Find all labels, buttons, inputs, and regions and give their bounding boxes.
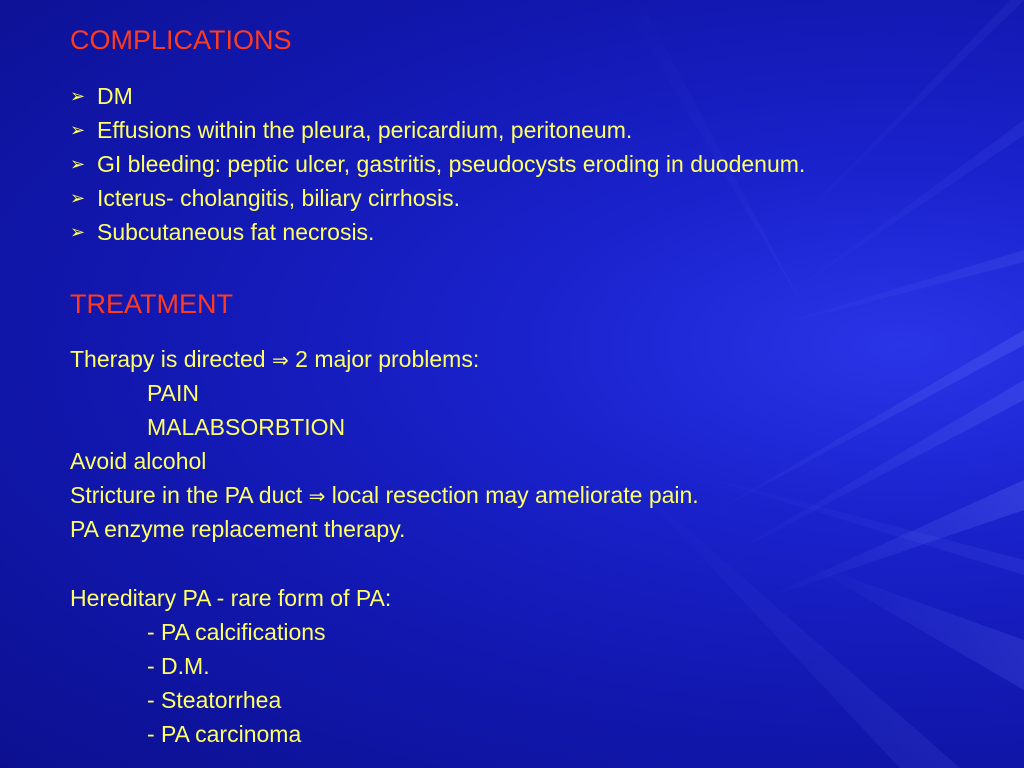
complication-item [70, 218, 374, 247]
complication-item [70, 184, 460, 213]
hereditary-item: - D.M. [147, 653, 210, 679]
problem-malabsorption: MALABSORBTION [147, 414, 346, 440]
hereditary-item: - PA carcinoma [147, 721, 302, 747]
double-arrow-icon: ⇒ [308, 484, 326, 508]
complication-item-text: DM [97, 83, 133, 109]
stricture-text-end: local resection may ameliorate pain. [325, 482, 699, 508]
treatment-heading: TREATMENT [70, 289, 233, 319]
arrowhead-bullet-icon: ➢ [70, 188, 86, 209]
complication-item-text: Subcutaneous fat necrosis. [97, 219, 375, 245]
complication-item-text: Effusions within the pleura, pericardium, peritoneum. [97, 117, 633, 143]
avoid-alcohol-line: Avoid alcohol [70, 448, 207, 474]
enzyme-therapy-line: PA enzyme replacement therapy. [70, 516, 406, 542]
complication-item [70, 150, 805, 179]
complication-item-text: Icterus- cholangitis, biliary cirrhosis. [97, 185, 461, 211]
arrowhead-bullet-icon: ➢ [70, 86, 86, 107]
hereditary-item: - PA calcifications [147, 619, 326, 645]
stricture-text-start: Stricture in the PA duct [70, 482, 309, 508]
stricture-line [70, 481, 699, 510]
arrowhead-bullet-icon: ➢ [70, 154, 86, 175]
problem-pain: PAIN [147, 380, 199, 406]
hereditary-line: Hereditary PA - rare form of PA: [70, 585, 392, 611]
complication-item-text: GI bleeding: peptic ulcer, gastritis, pseudocysts eroding in duodenum. [97, 151, 806, 177]
complication-item [70, 116, 632, 145]
complications-heading: COMPLICATIONS [70, 25, 292, 55]
double-arrow-icon: ⇒ [271, 348, 289, 372]
hereditary-item: - Steatorrhea [147, 687, 282, 713]
arrowhead-bullet-icon: ➢ [70, 222, 86, 243]
complication-item [70, 82, 133, 111]
arrowhead-bullet-icon: ➢ [70, 120, 86, 141]
therapy-text-end: 2 major problems: [288, 346, 480, 372]
therapy-text-start: Therapy is directed [70, 346, 272, 372]
therapy-line [70, 345, 479, 374]
